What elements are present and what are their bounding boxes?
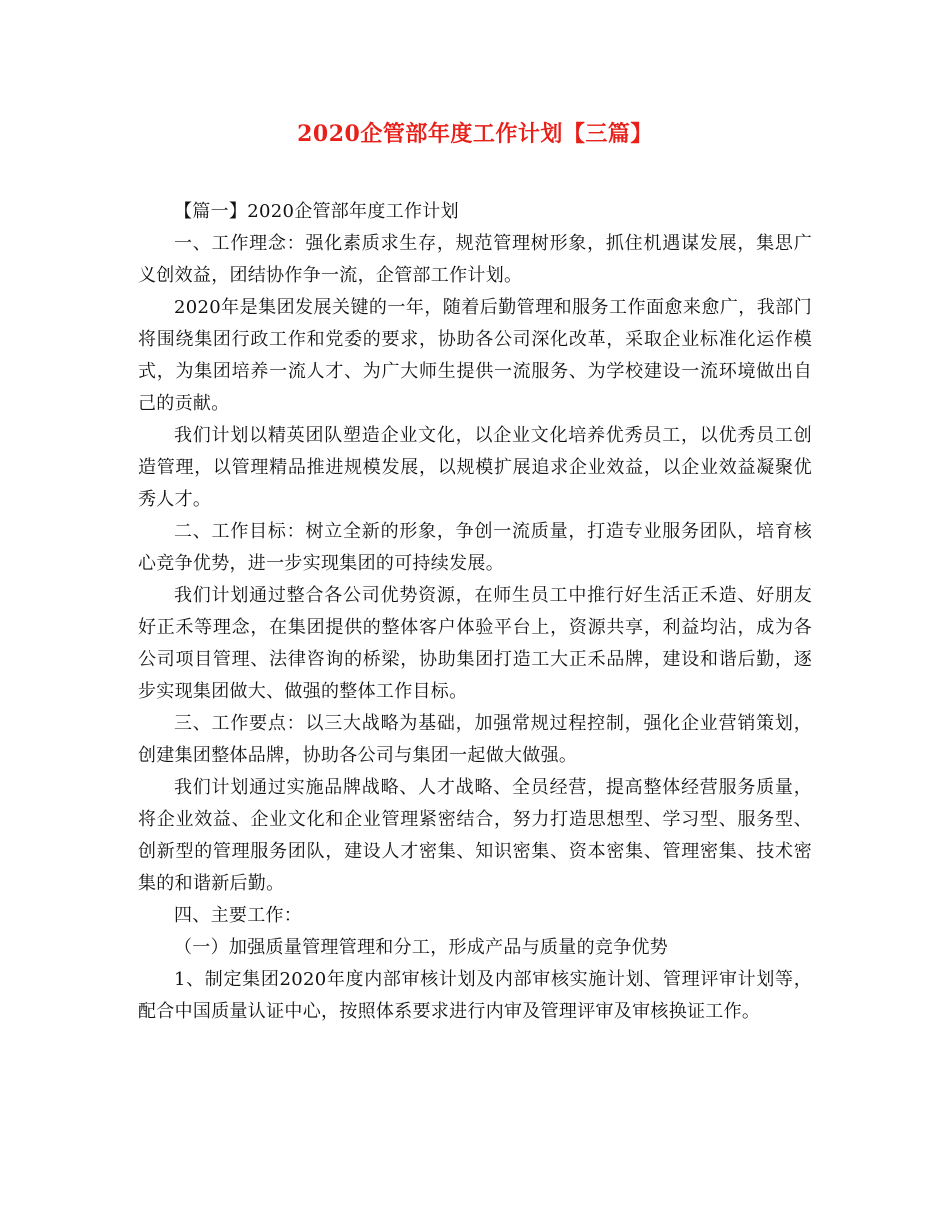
paragraph-section-heading: 【篇一】2020企管部年度工作计划	[174, 201, 459, 222]
paragraph-work-points: 三、工作要点：以三大战略为基础，加强常规过程控制，强化企业营销策划，创建集团整体品牌，协助各公司与集团一起做大做强。	[138, 713, 812, 766]
paragraph-main-work: 四、主要工作：	[174, 905, 303, 926]
paragraph-resource-integration: 我们计划通过整合各公司优势资源，在师生员工中推行好生活正禾造、好朋友好正禾等理念，在集团提供的整体客户体验平台上，资源共享，利益均沾，成为各公司项目管理、法律咨询的桥梁，协助集团打造工大正禾品牌，建设和谐后勤，逐步实现集团做大、做强的整体工作目标。	[138, 585, 812, 702]
paragraph-work-goals: 二、工作目标：树立全新的形象，争创一流质量，打造专业服务团队，培育核心竞争优势，进一步实现集团的可持续发展。	[138, 521, 812, 574]
document-title: 2020企管部年度工作计划【三篇】	[297, 121, 653, 147]
paragraph-audit-plan: 1、制定集团2020年度内部审核计划及内部审核实施计划、管理评审计划等，配合中国质量认证中心，按照体系要求进行内审及管理评审及审核换证工作。	[138, 969, 812, 1022]
paragraph-key-year: 2020年是集团发展关键的一年，随着后勤管理和服务工作面愈来愈广，我部门将围绕集团行政工作和党委的要求，协助各公司深化改革，采取企业标准化运作模式，为集团培养一流人才、为广大师生提供一流服务、为学校建设一流环境做出自己的贡献。	[138, 297, 812, 414]
paragraph-quality-management: （一）加强质量管理管理和分工，形成产品与质量的竞争优势	[174, 937, 669, 958]
paragraph-work-philosophy: 一、工作理念：强化素质求生存，规范管理树形象，抓住机遇谋发展，集思广义创效益，团结协作争一流，企管部工作计划。	[138, 233, 812, 286]
paragraph-culture-plan: 我们计划以精英团队塑造企业文化，以企业文化培养优秀员工，以优秀员工创造管理，以管理精品推进规模发展，以规模扩展追求企业效益，以企业效益凝聚优秀人才。	[138, 425, 812, 510]
paragraph-strategy-plan: 我们计划通过实施品牌战略、人才战略、全员经营，提高整体经营服务质量，将企业效益、企业文化和企业管理紧密结合，努力打造思想型、学习型、服务型、创新型的管理服务团队，建设人才密集、知识密集、资本密集、管理密集、技术密集的和谐新后勤。	[138, 777, 812, 894]
